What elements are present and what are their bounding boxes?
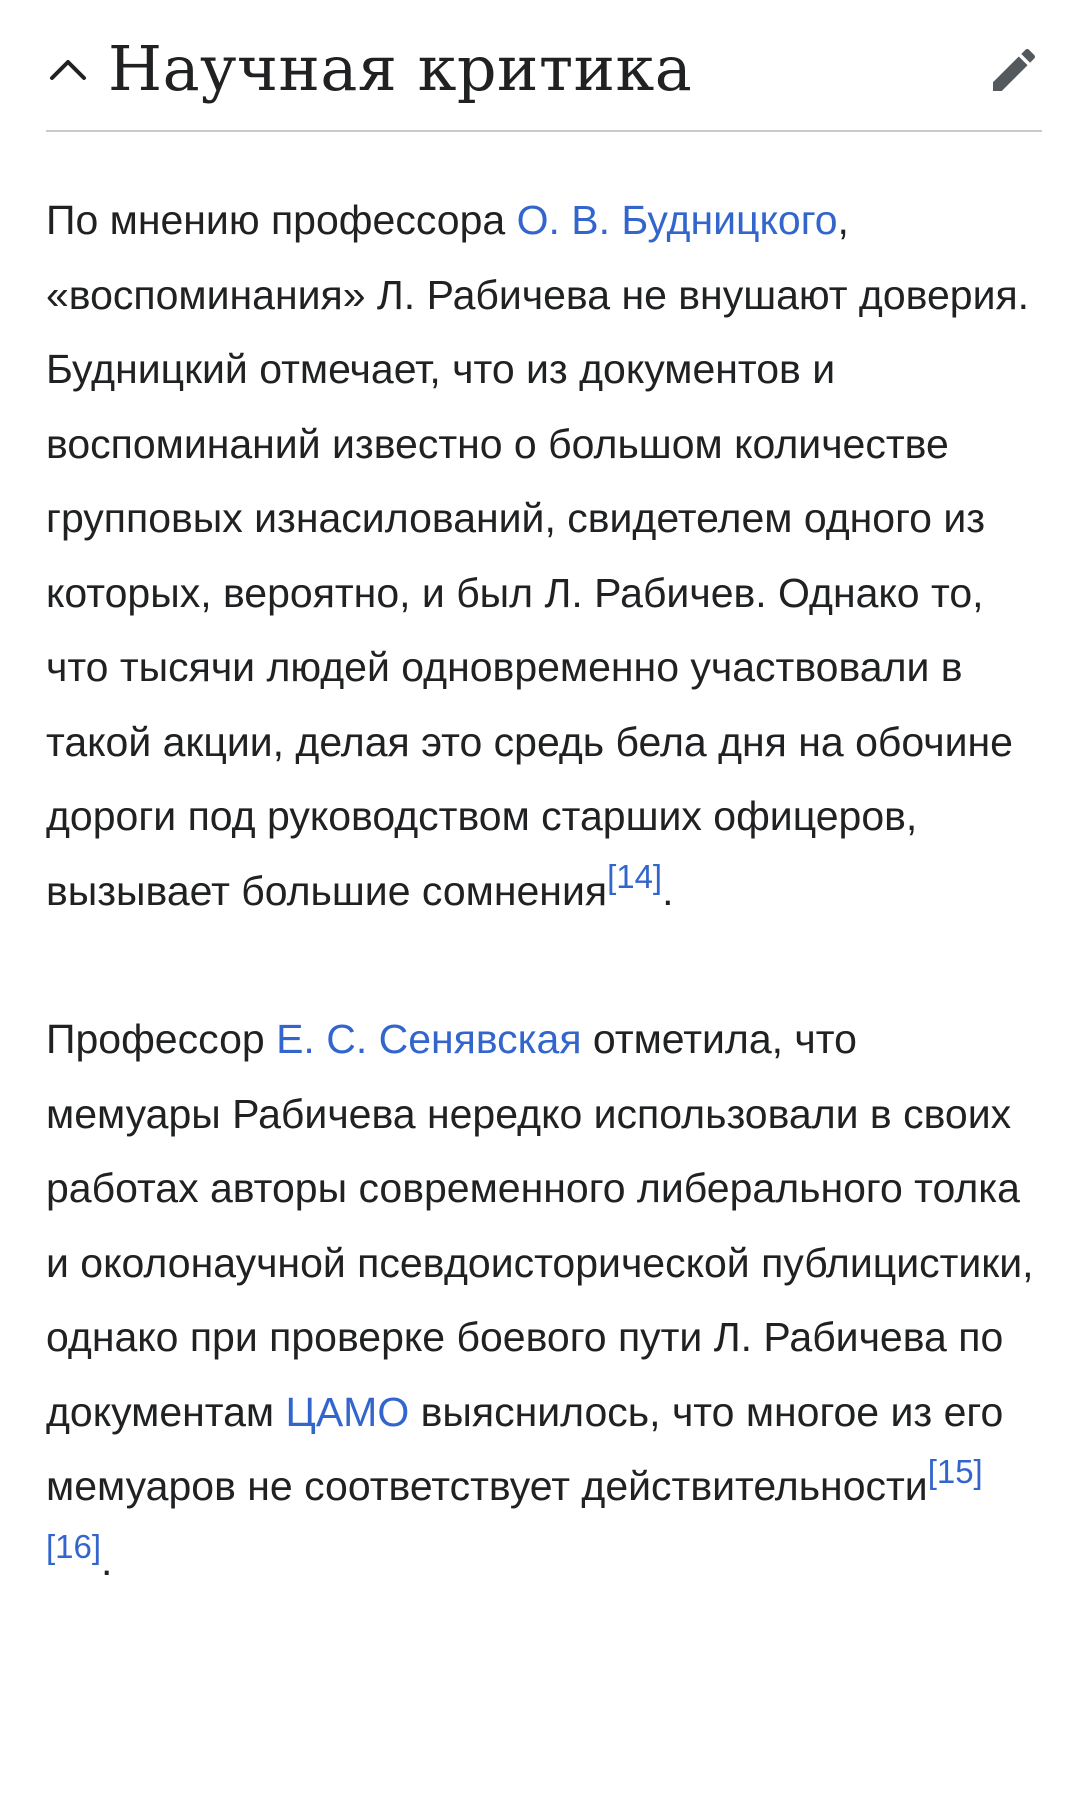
paragraph-text: , «воспоминания» Л. Рабичева не внушают доверия. Будницкий отмечает, что из документов и воспоминаний известно о большом количестве групповых изнасилований, свидетелем одного из которых, вероятно, и был Л. Рабичев. Однако то, что тысячи людей одновременно участвовали в такой акции, делая это средь бела дня на обочине дороги под руководством старших офицеров, вызывает большие сомнения [46,197,1030,914]
link-tsamo[interactable]: ЦАМО [285,1388,410,1435]
section-content [46,183,1036,1598]
edit-section-button[interactable] [986,42,1042,98]
reference-15 [928,1453,983,1490]
reference-16 [46,1528,101,1565]
pencil-icon [986,42,1042,98]
link-budnitsky[interactable]: О. В. Будницкого [516,197,838,243]
section-title: Научная критика [108,32,693,105]
reference-link-15[interactable]: [15] [927,1453,983,1491]
paragraph-text: отметила, что мемуары Рабичева нередко использовали в своих работах авторы современного либерального толка и околонаучной псевдоисторической публицистики, однако при проверке боевого пути Л. Рабичева по документам [46,1016,1034,1435]
paragraph-text: . [101,1537,113,1584]
paragraph-text: . [662,867,674,914]
reference-link-16[interactable]: [16] [46,1527,102,1565]
collapse-section-button[interactable] [46,48,90,92]
reference-14 [607,858,662,895]
chevron-up-icon [46,48,90,92]
paragraph-text: По мнению профессора [46,197,517,243]
paragraph-2 [46,1002,1036,1598]
paragraph-text: выяснилось, что многое из его мемуаров не соответствует действительности [46,1388,1004,1509]
link-senyavskaya[interactable]: Е. С. Сенявская [276,1016,582,1062]
reference-link-14[interactable]: [14] [607,857,663,895]
paragraph-text: Профессор [46,1016,277,1062]
section-header [46,20,1042,132]
paragraph-1 [46,183,1036,928]
